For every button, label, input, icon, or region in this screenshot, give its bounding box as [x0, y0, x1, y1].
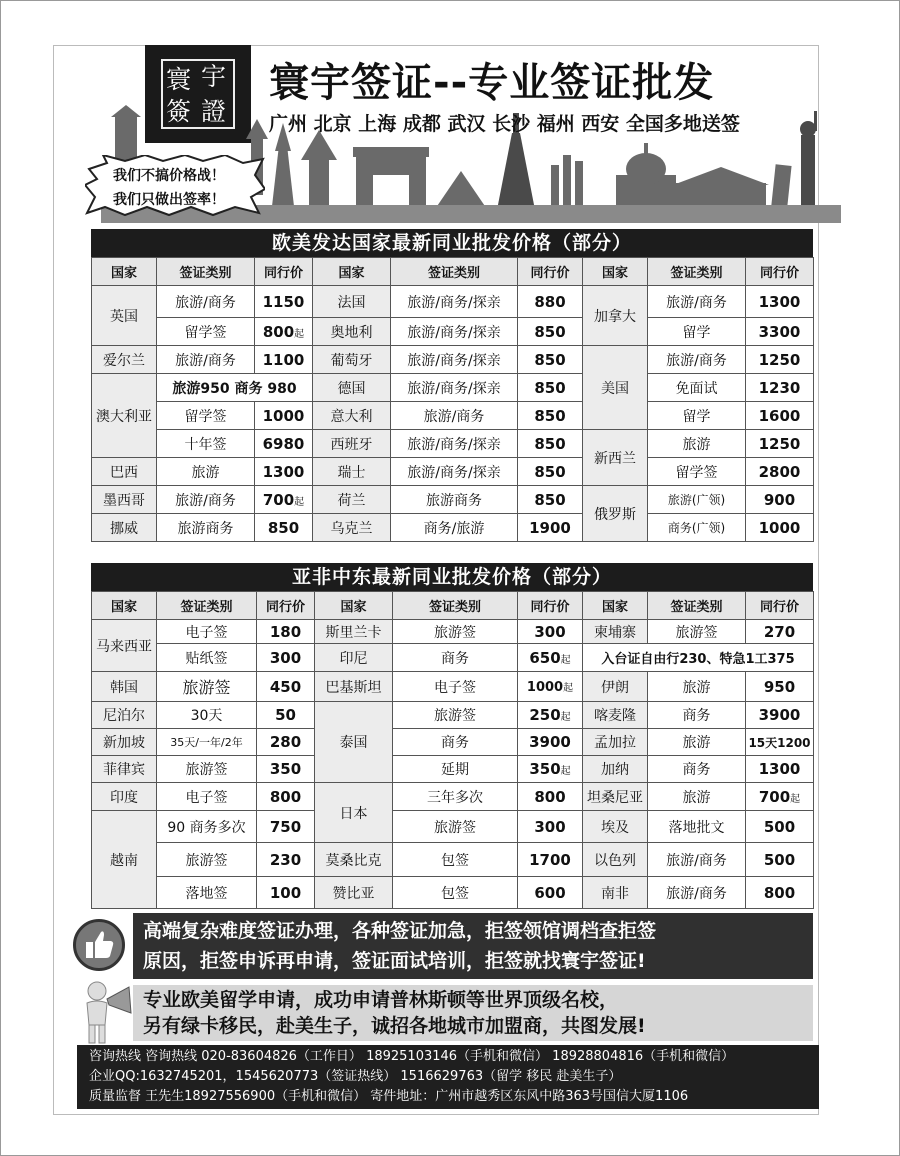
visa-type-cell: 落地签 — [157, 877, 257, 909]
table-row — [92, 644, 814, 672]
country-cell: 奥地利 — [313, 318, 391, 346]
visa-type-cell: 旅游/商务/探亲 — [391, 286, 518, 318]
visa-type-cell: 包签 — [393, 843, 518, 877]
table-row — [92, 729, 814, 756]
country-cell: 加纳 — [583, 756, 648, 783]
price-unit: 起 — [790, 793, 801, 805]
price-cell: 800 — [746, 877, 814, 909]
country-cell: 巴西 — [92, 458, 157, 486]
table-row — [92, 620, 814, 644]
price-cell: 350 — [257, 756, 315, 783]
contact-footer — [77, 1045, 819, 1109]
visa-type-cell: 延期 — [393, 756, 518, 783]
table-header-row — [92, 592, 814, 620]
country-cell: 埃及 — [583, 811, 648, 843]
table-row — [92, 430, 814, 458]
slogan-no-price-war: 我们不搞价格战！ — [113, 168, 225, 184]
country-cell: 柬埔寨 — [583, 620, 648, 644]
table-header-row — [92, 258, 814, 286]
country-cell: 印度 — [92, 783, 157, 811]
price-cell: 850 — [518, 402, 583, 430]
country-cell: 坦桑尼亚 — [583, 783, 648, 811]
visa-type-cell: 旅游签 — [393, 702, 518, 729]
price-cell: 1000 — [255, 402, 313, 430]
visa-type-cell: 旅游 — [648, 783, 746, 811]
country-cell: 喀麦隆 — [583, 702, 648, 729]
visa-type-cell: 留学签 — [648, 458, 746, 486]
price-cell: 1150 — [255, 286, 313, 318]
price-value: 700 — [262, 490, 295, 509]
visa-type-cell: 包签 — [393, 877, 518, 909]
price-unit: 起 — [563, 682, 574, 694]
country-cell: 马来西亚 — [92, 620, 157, 672]
price-cell: 1900 — [518, 514, 583, 542]
table-row — [92, 374, 814, 402]
visa-type-cell: 旅游签 — [393, 620, 518, 644]
visa-type-cell: 旅游签 — [393, 811, 518, 843]
visa-type-cell: 旅游 — [648, 672, 746, 702]
column-header: 签证类别 — [648, 592, 746, 620]
visa-type-cell: 商务 — [648, 756, 746, 783]
column-header: 签证类别 — [393, 592, 518, 620]
price-cell: 1600 — [746, 402, 814, 430]
price-cell — [518, 644, 583, 672]
visa-type-cell: 旅游/商务/探亲 — [391, 318, 518, 346]
visa-type-cell: 商务 — [393, 644, 518, 672]
slogan-approval-rate: 我们只做出签率！ — [113, 192, 225, 208]
price-cell: 1300 — [255, 458, 313, 486]
visa-type-cell: 旅游签 — [157, 672, 257, 702]
contact-hotline: 咨询热线 咨询热线 020-83604826（工作日） 18925103146（手机和微信） 18928804816（手机和微信） — [89, 1049, 735, 1064]
price-cell: 1300 — [746, 756, 814, 783]
price-cell: 230 — [257, 843, 315, 877]
country-cell: 斯里兰卡 — [315, 620, 393, 644]
column-header: 同行价 — [257, 592, 315, 620]
column-header: 国家 — [315, 592, 393, 620]
price-cell — [518, 672, 583, 702]
column-header: 国家 — [92, 258, 157, 286]
price-cell: 850 — [518, 458, 583, 486]
price-cell: 800 — [518, 783, 583, 811]
column-header: 国家 — [313, 258, 391, 286]
country-cell: 新西兰 — [583, 430, 648, 486]
promo-study-abroad — [133, 985, 813, 1041]
country-cell: 尼泊尔 — [92, 702, 157, 729]
country-cell: 韩国 — [92, 672, 157, 702]
price-unit: 起 — [560, 766, 571, 777]
price-value: 250 — [529, 706, 561, 724]
visa-type-cell: 留学签 — [157, 402, 255, 430]
visa-type-cell: 贴纸签 — [157, 644, 257, 672]
visa-type-cell: 商务 — [648, 702, 746, 729]
western-price-table — [91, 257, 814, 542]
price-cell — [746, 783, 814, 811]
visa-type-cell: 旅游签 — [648, 620, 746, 644]
visa-type-cell: 商务(广领) — [648, 514, 746, 542]
thumbs-up-glyph — [76, 922, 122, 968]
price-cell: 600 — [518, 877, 583, 909]
promo-line: 另有绿卡移民，赴美生子，诚招各地城市加盟商，共图发展! — [143, 1015, 646, 1037]
contact-qq: 企业QQ:1632745201，1545620773（签证热线） 1516629763（留学 移民 赴美生子） — [89, 1069, 622, 1084]
visa-type-cell: 留学 — [648, 318, 746, 346]
price-cell: 280 — [257, 729, 315, 756]
country-cell: 以色列 — [583, 843, 648, 877]
country-cell: 意大利 — [313, 402, 391, 430]
column-header: 签证类别 — [648, 258, 746, 286]
visa-type-cell: 旅游 — [648, 729, 746, 756]
country-cell: 德国 — [313, 374, 391, 402]
price-cell: 1100 — [255, 346, 313, 374]
country-cell: 荷兰 — [313, 486, 391, 514]
table-row — [92, 702, 814, 729]
logo-char-3: 簽 — [166, 97, 192, 126]
price-cell: 50 — [257, 702, 315, 729]
visa-type-cell: 旅游 — [157, 458, 255, 486]
country-cell: 孟加拉 — [583, 729, 648, 756]
service-cities: 广州 北京 上海 成都 武汉 长沙 福州 西安 全国多地送签 — [269, 113, 740, 135]
column-header: 同行价 — [255, 258, 313, 286]
visa-type-cell: 旅游/商务 — [648, 346, 746, 374]
table-row — [92, 811, 814, 843]
table-row — [92, 346, 814, 374]
price-cell: 3300 — [746, 318, 814, 346]
table-row — [92, 286, 814, 318]
country-cell: 法国 — [313, 286, 391, 318]
visa-type-cell: 旅游/商务 — [648, 877, 746, 909]
visa-type-cell: 旅游商务 — [391, 486, 518, 514]
table-row — [92, 877, 814, 909]
asia-africa-price-table — [91, 591, 814, 909]
visa-type-cell: 旅游950 商务 980 — [157, 374, 313, 402]
price-cell: 1250 — [746, 346, 814, 374]
page-title: 寰宇签证--专业签证批发 — [269, 60, 715, 106]
price-cell: 850 — [518, 318, 583, 346]
column-header: 签证类别 — [157, 592, 257, 620]
price-cell: 1000 — [746, 514, 814, 542]
logo-char-1: 寰 — [166, 65, 192, 94]
country-cell: 墨西哥 — [92, 486, 157, 514]
column-header: 签证类别 — [157, 258, 255, 286]
price-cell: 1230 — [746, 374, 814, 402]
price-cell: 300 — [518, 811, 583, 843]
visa-type-cell: 旅游/商务 — [648, 286, 746, 318]
price-cell: 900 — [746, 486, 814, 514]
price-cell: 1300 — [746, 286, 814, 318]
table-row — [92, 756, 814, 783]
promo-line: 原因，拒签申诉再申请，签证面试培训，拒签就找寰宇签证! — [143, 950, 646, 972]
visa-type-cell: 30天 — [157, 702, 257, 729]
visa-type-cell: 留学签 — [157, 318, 255, 346]
taiwan-permit-cell: 入台证自由行230、特急1工375 — [583, 644, 814, 672]
price-cell: 3900 — [746, 702, 814, 729]
price-cell: 1250 — [746, 430, 814, 458]
contact-supervision-address: 质量监督 王先生18927556900（手机和微信） 寄件地址：广州市越秀区东风中路363号国信大厦1106 — [89, 1089, 689, 1104]
price-cell — [518, 756, 583, 783]
column-header: 同行价 — [746, 258, 814, 286]
country-cell: 菲律宾 — [92, 756, 157, 783]
price-cell: 800 — [257, 783, 315, 811]
visa-type-cell: 旅游/商务/探亲 — [391, 458, 518, 486]
visa-type-cell: 旅游/商务 — [157, 486, 255, 514]
megaphone-person-icon — [75, 979, 137, 1045]
visa-type-cell: 旅游/商务 — [391, 402, 518, 430]
column-header: 国家 — [92, 592, 157, 620]
country-cell: 赞比亚 — [315, 877, 393, 909]
price-cell: 850 — [518, 486, 583, 514]
country-cell: 加拿大 — [583, 286, 648, 346]
price-unit: 起 — [560, 712, 571, 723]
visa-type-cell: 旅游 — [648, 430, 746, 458]
price-cell: 500 — [746, 843, 814, 877]
price-cell: 270 — [746, 620, 814, 644]
price-unit: 起 — [294, 328, 305, 340]
visa-type-cell: 旅游/商务 — [648, 843, 746, 877]
promo-line: 专业欧美留学申请，成功申请普林斯顿等世界顶级名校， — [143, 989, 619, 1011]
visa-type-cell: 商务/旅游 — [391, 514, 518, 542]
visa-type-cell: 35天/一年/2年 — [157, 729, 257, 756]
logo-char-2: 宇 — [201, 62, 227, 91]
country-cell: 俄罗斯 — [583, 486, 648, 542]
visa-type-cell: 商务 — [393, 729, 518, 756]
price-cell: 850 — [518, 374, 583, 402]
price-value: 650 — [529, 648, 561, 667]
country-cell: 伊朗 — [583, 672, 648, 702]
visa-type-cell: 旅游/商务 — [157, 346, 255, 374]
table-row — [92, 318, 814, 346]
visa-type-cell: 免面试 — [648, 374, 746, 402]
country-cell: 英国 — [92, 286, 157, 346]
table-row — [92, 843, 814, 877]
visa-type-cell: 旅游商务 — [157, 514, 255, 542]
price-cell: 180 — [257, 620, 315, 644]
promo-premium-service — [133, 913, 813, 979]
country-cell: 爱尔兰 — [92, 346, 157, 374]
country-cell: 南非 — [583, 877, 648, 909]
country-cell: 瑞士 — [313, 458, 391, 486]
country-cell: 莫桑比克 — [315, 843, 393, 877]
visa-type-cell: 旅游(广领) — [648, 486, 746, 514]
table-row — [92, 672, 814, 702]
price-value: 350 — [529, 760, 561, 778]
column-header: 签证类别 — [391, 258, 518, 286]
column-header: 国家 — [583, 592, 648, 620]
price-cell: 6980 — [255, 430, 313, 458]
visa-type-cell: 旅游/商务/探亲 — [391, 430, 518, 458]
visa-type-cell: 三年多次 — [393, 783, 518, 811]
column-header: 同行价 — [746, 592, 814, 620]
column-header: 国家 — [583, 258, 648, 286]
country-cell: 越南 — [92, 811, 157, 909]
column-header: 同行价 — [518, 258, 583, 286]
price-cell: 300 — [257, 644, 315, 672]
price-cell — [255, 486, 313, 514]
visa-type-cell: 电子签 — [393, 672, 518, 702]
visa-type-cell: 电子签 — [157, 620, 257, 644]
price-cell: 450 — [257, 672, 315, 702]
price-cell: 300 — [518, 620, 583, 644]
price-unit: 起 — [560, 654, 571, 666]
country-cell: 澳大利亚 — [92, 374, 157, 458]
table-row — [92, 402, 814, 430]
price-cell: 3900 — [518, 729, 583, 756]
logo-char-4: 證 — [201, 97, 227, 126]
thumbs-up-icon — [73, 919, 125, 971]
price-cell: 880 — [518, 286, 583, 318]
country-cell: 挪威 — [92, 514, 157, 542]
table-row — [92, 486, 814, 514]
price-unit: 起 — [294, 496, 305, 508]
section-asia-africa-title: 亚非中东最新同业批发价格（部分） — [91, 563, 813, 591]
price-value: 800 — [262, 322, 295, 341]
price-cell: 2800 — [746, 458, 814, 486]
country-cell: 新加坡 — [92, 729, 157, 756]
price-cell: 100 — [257, 877, 315, 909]
price-cell — [518, 702, 583, 729]
visa-type-cell: 十年签 — [157, 430, 255, 458]
visa-type-cell: 旅游签 — [157, 843, 257, 877]
country-cell: 泰国 — [315, 702, 393, 783]
price-cell: 750 — [257, 811, 315, 843]
price-value: 700 — [758, 787, 791, 806]
table-row — [92, 783, 814, 811]
country-cell: 西班牙 — [313, 430, 391, 458]
price-cell: 15天1200 — [746, 729, 814, 756]
price-cell: 1700 — [518, 843, 583, 877]
country-cell: 葡萄牙 — [313, 346, 391, 374]
price-cell: 850 — [255, 514, 313, 542]
price-value: 1000 — [526, 679, 564, 695]
visa-type-cell: 旅游/商务/探亲 — [391, 374, 518, 402]
visa-type-cell: 90 商务多次 — [157, 811, 257, 843]
country-cell: 乌克兰 — [313, 514, 391, 542]
section-western-title: 欧美发达国家最新同业批发价格（部分） — [91, 229, 813, 257]
visa-type-cell: 落地批文 — [648, 811, 746, 843]
visa-type-cell: 旅游签 — [157, 756, 257, 783]
column-header: 同行价 — [518, 592, 583, 620]
visa-type-cell: 旅游/商务 — [157, 286, 255, 318]
country-cell: 美国 — [583, 346, 648, 430]
price-cell: 850 — [518, 430, 583, 458]
price-cell — [255, 318, 313, 346]
price-cell: 950 — [746, 672, 814, 702]
visa-type-cell: 留学 — [648, 402, 746, 430]
table-row — [92, 514, 814, 542]
price-cell: 500 — [746, 811, 814, 843]
promo-line: 高端复杂难度签证办理，各种签证加急，拒签领馆调档查拒签 — [143, 920, 657, 942]
country-cell: 巴基斯坦 — [315, 672, 393, 702]
country-cell: 印尼 — [315, 644, 393, 672]
table-row — [92, 458, 814, 486]
visa-type-cell: 电子签 — [157, 783, 257, 811]
country-cell: 日本 — [315, 783, 393, 843]
visa-type-cell: 旅游/商务/探亲 — [391, 346, 518, 374]
price-cell: 850 — [518, 346, 583, 374]
